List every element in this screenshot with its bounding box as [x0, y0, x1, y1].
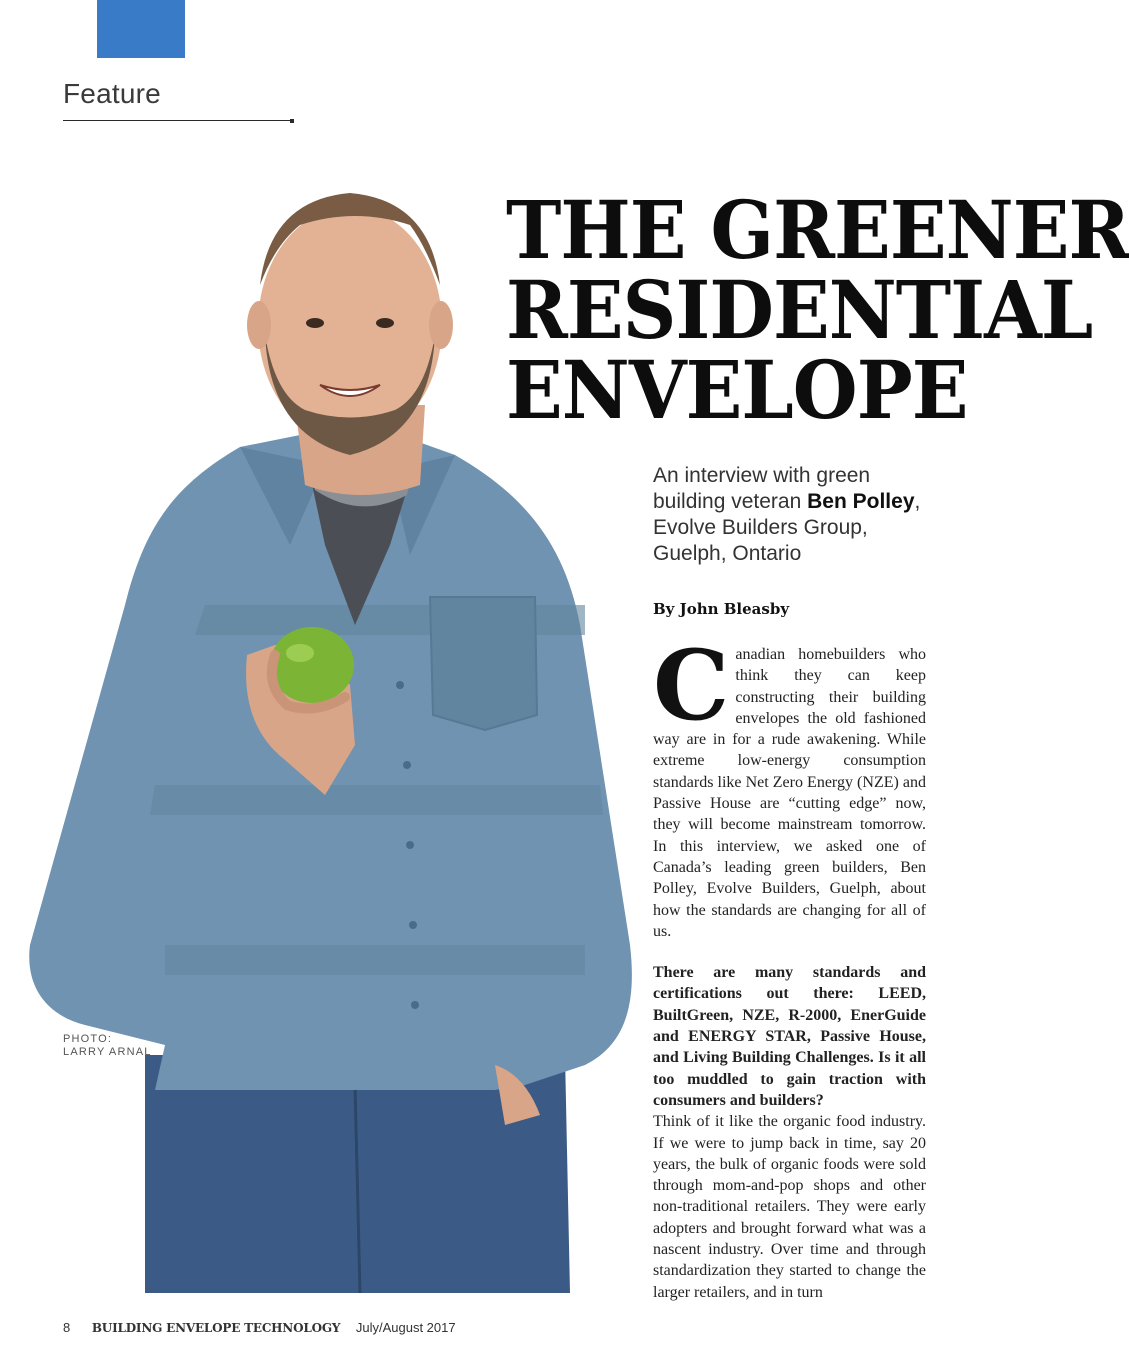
photo-credit-name: LARRY ARNAL — [63, 1046, 152, 1058]
section-rule — [63, 120, 293, 121]
deck — [653, 463, 943, 567]
deck-name: Ben Polley — [807, 490, 915, 513]
publication-name: BUILDING ENVELOPE TECHNOLOGY — [91, 1321, 341, 1335]
section-color-tab — [97, 0, 185, 58]
headline-line-1: THE GREENER — [506, 183, 1129, 277]
page-number: 8 — [63, 1320, 71, 1335]
article-body — [653, 629, 926, 1323]
page-footer — [63, 1320, 456, 1335]
deck-intro: An interview with green building veteran — [653, 464, 871, 513]
photo-credit — [63, 1033, 152, 1059]
section-label: Feature — [63, 78, 161, 109]
headline-line-2: RESIDENTIAL — [506, 263, 1093, 357]
headline — [506, 183, 1129, 437]
intro-paragraph — [653, 629, 926, 942]
question-1: There are many standards and certifications out there: LEED, BuiltGreen, NZE, R-2000, EnerGuide and ENERGY STAR, Passive House, and Living Building Challenges. Is it all too muddled to gain traction with consumers and builders? — [653, 964, 926, 1109]
headline-line-3: ENVELOPE — [506, 343, 968, 437]
intro-text: anadian homebuilders who think they can keep constructing their building envelopes the old fashioned way are in for a rude awakening. While extreme low-energy consumption standards like Net Zero Energy (NZE) and Passive House are “cutting edge” now, they will become mainstream tomorrow. In this interview, we asked one of Canada’s leading green builders, Ben Polley, Evolve Builders, Guelph, about how the standards are changing for all of us. — [653, 646, 926, 940]
drop-cap: C — [653, 629, 730, 742]
byline: By John Bleasby — [653, 600, 790, 618]
issue-date: July/August 2017 — [355, 1320, 456, 1335]
section-rule-dot — [290, 119, 294, 123]
answer-1: Think of it like the organic food industry. If we were to jump back in time, say 20 years, the bulk of organic foods were sold through mom-and-pop shops and other non-traditional retailers. They were early adopters and brought forward what was a nascent industry. Over time and through standardization they started to change the larger retailers, and in turn — [653, 1113, 926, 1301]
photo-credit-label: PHOTO: — [63, 1033, 113, 1045]
deck-rest: , Evolve Builders Group, Guelph, Ontario — [653, 490, 921, 565]
